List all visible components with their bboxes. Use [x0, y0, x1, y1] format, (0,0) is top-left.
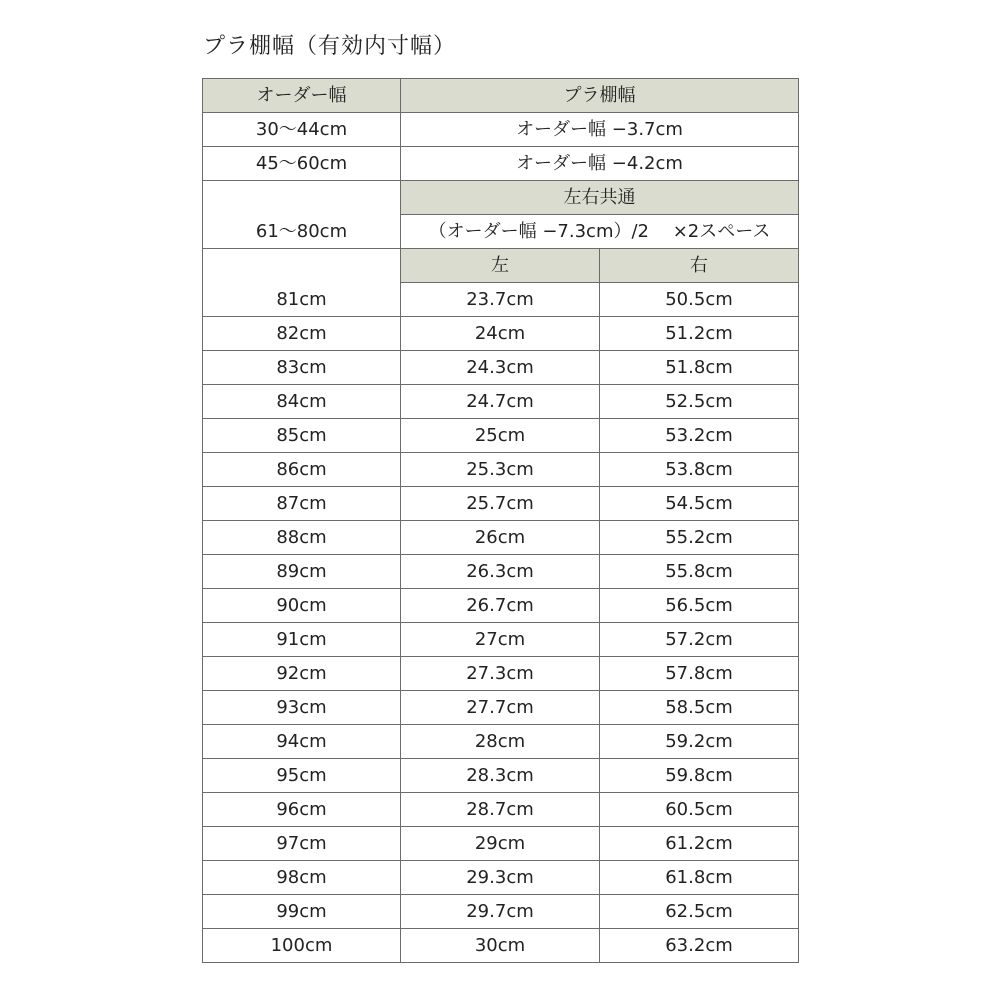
table-row — [203, 453, 799, 487]
table-row — [203, 929, 799, 963]
table-row — [203, 385, 799, 419]
width-cell: 81cm — [203, 283, 401, 317]
range-cell: 61〜80cm — [203, 181, 401, 249]
table-row — [203, 827, 799, 861]
left-cell: 26cm — [401, 521, 600, 555]
table-row — [203, 317, 799, 351]
width-cell: 85cm — [203, 419, 401, 453]
left-label: 左 — [401, 249, 600, 283]
width-cell: 93cm — [203, 691, 401, 725]
right-cell: 61.8cm — [600, 861, 799, 895]
common-header-row — [203, 181, 799, 215]
left-cell: 29.3cm — [401, 861, 600, 895]
right-cell: 56.5cm — [600, 589, 799, 623]
left-cell: 27.7cm — [401, 691, 600, 725]
table-row — [203, 589, 799, 623]
range-cell: 45〜60cm — [203, 147, 401, 181]
left-cell: 23.7cm — [401, 283, 600, 317]
formula-cell: オーダー幅 −4.2cm — [401, 147, 799, 181]
table-row — [203, 351, 799, 385]
table-row — [203, 895, 799, 929]
table-row — [203, 521, 799, 555]
right-cell: 50.5cm — [600, 283, 799, 317]
width-cell: 84cm — [203, 385, 401, 419]
right-cell: 63.2cm — [600, 929, 799, 963]
width-cell: 94cm — [203, 725, 401, 759]
blank-cell — [203, 249, 401, 283]
left-cell: 25.3cm — [401, 453, 600, 487]
width-cell: 97cm — [203, 827, 401, 861]
width-cell: 88cm — [203, 521, 401, 555]
width-cell: 99cm — [203, 895, 401, 929]
left-cell: 28.7cm — [401, 793, 600, 827]
left-cell: 29.7cm — [401, 895, 600, 929]
right-cell: 55.2cm — [600, 521, 799, 555]
table-row — [203, 623, 799, 657]
right-cell: 52.5cm — [600, 385, 799, 419]
left-right-header-row — [203, 249, 799, 283]
width-cell: 87cm — [203, 487, 401, 521]
width-cell: 95cm — [203, 759, 401, 793]
left-cell: 26.3cm — [401, 555, 600, 589]
table-row — [203, 147, 799, 181]
left-cell: 24.7cm — [401, 385, 600, 419]
left-cell: 30cm — [401, 929, 600, 963]
left-cell: 29cm — [401, 827, 600, 861]
right-cell: 57.8cm — [600, 657, 799, 691]
left-cell: 28cm — [401, 725, 600, 759]
width-cell: 96cm — [203, 793, 401, 827]
right-cell: 62.5cm — [600, 895, 799, 929]
page-title: プラ棚幅（有効内寸幅） — [203, 34, 457, 59]
left-cell: 25cm — [401, 419, 600, 453]
table-row — [203, 113, 799, 147]
left-cell: 26.7cm — [401, 589, 600, 623]
table-row — [203, 419, 799, 453]
width-cell: 98cm — [203, 861, 401, 895]
width-cell: 82cm — [203, 317, 401, 351]
header-order-width: オーダー幅 — [203, 79, 401, 113]
table-row — [203, 725, 799, 759]
table-row — [203, 487, 799, 521]
right-cell: 55.8cm — [600, 555, 799, 589]
width-cell: 91cm — [203, 623, 401, 657]
width-cell: 90cm — [203, 589, 401, 623]
right-cell: 57.2cm — [600, 623, 799, 657]
left-cell: 25.7cm — [401, 487, 600, 521]
left-cell: 27cm — [401, 623, 600, 657]
left-cell: 28.3cm — [401, 759, 600, 793]
header-row — [203, 79, 799, 113]
right-cell: 53.2cm — [600, 419, 799, 453]
width-cell: 86cm — [203, 453, 401, 487]
table-row — [203, 759, 799, 793]
table-row — [203, 283, 799, 317]
right-cell: 61.2cm — [600, 827, 799, 861]
right-cell: 60.5cm — [600, 793, 799, 827]
header-shelf-width: プラ棚幅 — [401, 79, 799, 113]
right-cell: 51.2cm — [600, 317, 799, 351]
right-cell: 59.2cm — [600, 725, 799, 759]
table-row — [203, 555, 799, 589]
formula-cell: オーダー幅 −3.7cm — [401, 113, 799, 147]
common-label: 左右共通 — [401, 181, 799, 215]
width-cell: 89cm — [203, 555, 401, 589]
width-cell: 92cm — [203, 657, 401, 691]
common-formula: （オーダー幅 −7.3cm）/2 ×2スペース — [401, 215, 799, 249]
table-row — [203, 793, 799, 827]
right-cell: 51.8cm — [600, 351, 799, 385]
right-cell: 53.8cm — [600, 453, 799, 487]
table-row — [203, 861, 799, 895]
table-row — [203, 691, 799, 725]
left-cell: 24cm — [401, 317, 600, 351]
width-cell: 100cm — [203, 929, 401, 963]
table-row — [203, 657, 799, 691]
right-cell: 59.8cm — [600, 759, 799, 793]
right-label: 右 — [600, 249, 799, 283]
right-cell: 54.5cm — [600, 487, 799, 521]
width-cell: 83cm — [203, 351, 401, 385]
left-cell: 24.3cm — [401, 351, 600, 385]
shelf-width-table — [202, 78, 799, 963]
left-cell: 27.3cm — [401, 657, 600, 691]
right-cell: 58.5cm — [600, 691, 799, 725]
range-cell: 30〜44cm — [203, 113, 401, 147]
